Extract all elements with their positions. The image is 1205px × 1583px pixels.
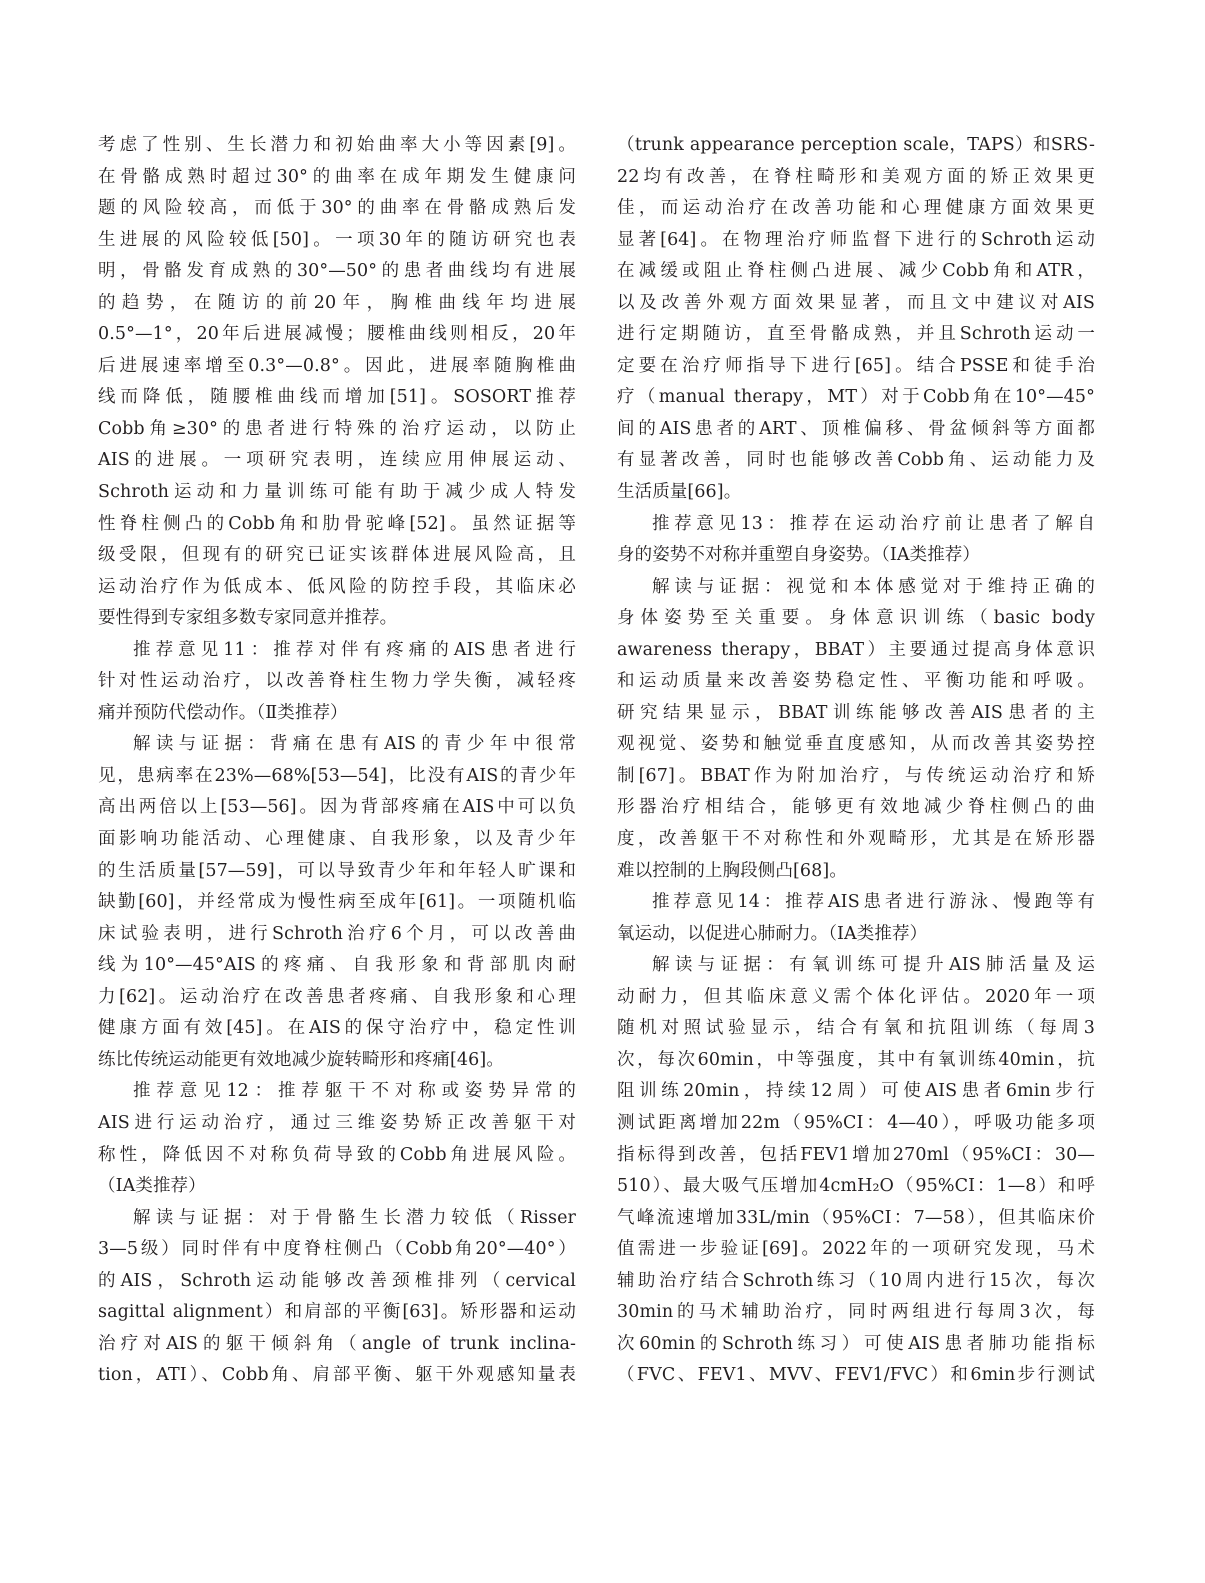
text-line: 在骨骼成熟时超过30°的曲率在成年期发生健康问 (98, 166, 576, 187)
text-line: 难以控制的上胸段侧凸[68]。 (617, 860, 847, 881)
recommendation-heading: 推荐意见11：推荐对伴有疼痛的AIS患者进行 (133, 639, 576, 660)
text-line: （ⅠA类推荐） (98, 1176, 206, 1197)
text-line: 线为10°—45°AIS的疼痛、自我形象和背部肌肉耐 (98, 955, 576, 976)
text-line: Cobb角≥30°的患者进行特殊的治疗运动，以防止 (98, 418, 576, 439)
text-line: AIS的进展。一项研究表明，连续应用伸展运动、 (98, 450, 576, 471)
text-line: 指标得到改善，包括FEV1增加270ml（95%CI：30— (617, 1144, 1095, 1165)
text-line: 随机对照试验显示，结合有氧和抗阻训练（每周3 (617, 1018, 1095, 1039)
text-line: 显著[64]。在物理治疗师监督下进行的Schroth运动 (617, 229, 1095, 250)
text-line: 值需进一步验证[69]。2022年的一项研究发现，马术 (617, 1239, 1095, 1260)
text-line: 缺勤[60]，并经常成为慢性病至成年[61]。一项随机临 (98, 892, 576, 913)
text-line: 以及改善外观方面效果显著，而且文中建议对AIS (617, 292, 1095, 313)
text-line: 级受限，但现有的研究已证实该群体进展风险高，且 (98, 545, 576, 566)
text-line: awareness therapy，BBAT）主要通过提高身体意识 (617, 639, 1095, 660)
text-line: 面影响功能活动、心理健康、自我形象，以及青少年 (98, 829, 576, 850)
text-line: 和运动质量来改善姿势稳定性、平衡功能和呼吸。 (617, 671, 1095, 692)
recommendation-heading: 推荐意见14：推荐AIS患者进行游泳、慢跑等有 (652, 892, 1095, 913)
text-line: 测试距离增加22m（95%CI：4—40），呼吸功能多项 (617, 1112, 1095, 1133)
text-line: 进行定期随访，直至骨骼成熟，并且Schroth运动一 (617, 324, 1095, 345)
text-line: 要性得到专家组多数专家同意并推荐。 (98, 608, 398, 629)
text-line: 治疗对AIS的躯干倾斜角（angle of trunk inclina- (98, 1333, 576, 1354)
text-line: 3—5级）同时伴有中度脊柱侧凸（Cobb角20°—40°） (98, 1239, 576, 1260)
evidence-paragraph-start: 解读与证据：背痛在患有AIS的青少年中很常 (133, 734, 576, 755)
text-line: 性脊柱侧凸的Cobb角和肋骨驼峰[52]。虽然证据等 (98, 513, 576, 534)
evidence-paragraph-start: 解读与证据：有氧训练可提升AIS肺活量及运 (652, 955, 1095, 976)
text-line: 次60min的Schroth练习）可使AIS患者肺功能指标 (617, 1333, 1095, 1354)
text-line: 运动治疗作为低成本、低风险的防控手段，其临床必 (98, 576, 576, 597)
text-line: 气峰流速增加33L/min（95%CI：7—58），但其临床价 (617, 1207, 1095, 1228)
text-line: 称性，降低因不对称负荷导致的Cobb角进展风险。 (98, 1144, 576, 1165)
text-line: 健康方面有效[45]。在AIS的保守治疗中，稳定性训 (98, 1018, 576, 1039)
left-text-column (98, 130, 576, 1392)
text-line: 制[67]。BBAT作为附加治疗，与传统运动治疗和矫 (617, 765, 1095, 786)
text-line: 观视觉、姿势和触觉垂直度感知，从而改善其姿势控 (617, 734, 1095, 755)
text-line: 生进展的风险较低[50]。一项30年的随访研究也表 (98, 229, 576, 250)
text-line: 练比传统运动能更有效地减少旋转畸形和疼痛[46]。 (98, 1049, 504, 1070)
text-line: 的AIS，Schroth运动能够改善颈椎排列（cervical (98, 1270, 576, 1291)
text-line: 阻训练20min，持续12周）可使AIS患者6min步行 (617, 1081, 1095, 1102)
text-line: 有显著改善，同时也能够改善Cobb角、运动能力及 (617, 450, 1095, 471)
text-line: 的生活质量[57—59]，可以导致青少年和年轻人旷课和 (98, 860, 576, 881)
text-line: 力[62]。运动治疗在改善患者疼痛、自我形象和心理 (98, 986, 576, 1007)
text-line: （trunk appearance perception scale，TAPS）和SRS- (617, 135, 1095, 155)
text-line: 度，改善躯干不对称性和外观畸形，尤其是在矫形器 (617, 829, 1095, 850)
text-line: 题的风险较高，而低于30°的曲率在骨骼成熟后发 (98, 198, 576, 219)
text-line: 在减缓或阻止脊柱侧凸进展、减少Cobb角和ATR， (617, 261, 1095, 282)
text-line: 形器治疗相结合，能够更有效地减少脊柱侧凸的曲 (617, 797, 1095, 818)
text-line: 后进展速率增至0.3°—0.8°。因此，进展率随胸椎曲 (98, 355, 576, 376)
text-line: sagittal alignment）和肩部的平衡[63]。矫形器和运动 (98, 1302, 576, 1323)
text-line: 线而降低，随腰椎曲线而增加[51]。SOSORT推荐 (98, 387, 576, 408)
right-text-column (617, 130, 1095, 1392)
text-line: 生活质量[66]。 (617, 482, 742, 503)
text-line: 佳，而运动治疗在改善功能和心理健康方面效果更 (617, 198, 1095, 219)
text-line: 氧运动，以促进心肺耐力。（ⅠA类推荐） (617, 923, 928, 944)
text-line: 定要在治疗师指导下进行[65]。结合PSSE和徒手治 (617, 355, 1095, 376)
text-line: 间的AIS患者的ART、顶椎偏移、骨盆倾斜等方面都 (617, 418, 1095, 439)
text-line: 明，骨骼发育成熟的30°—50°的患者曲线均有进展 (98, 261, 576, 282)
text-line: 针对性运动治疗，以改善脊柱生物力学失衡，减轻疼 (98, 671, 576, 692)
recommendation-heading: 推荐意见13：推荐在运动治疗前让患者了解自 (652, 513, 1095, 534)
evidence-paragraph-start: 解读与证据：视觉和本体感觉对于维持正确的 (652, 576, 1095, 597)
text-line: 身体姿势至关重要。身体意识训练（basic body (617, 608, 1095, 629)
text-line: 研究结果显示，BBAT训练能够改善AIS患者的主 (617, 702, 1095, 723)
text-line: 次，每次60min，中等强度，其中有氧训练40min，抗 (617, 1049, 1095, 1070)
text-line: 身的姿势不对称并重塑自身姿势。（ⅠA类推荐） (617, 545, 980, 566)
evidence-paragraph-start: 解读与证据：对于骨骼生长潜力较低（Risser (133, 1207, 576, 1228)
text-line: tion，ATI）、Cobb角、肩部平衡、躯干外观感知量表 (98, 1365, 576, 1386)
recommendation-heading: 推荐意见12：推荐躯干不对称或姿势异常的 (133, 1081, 576, 1102)
text-line: AIS进行运动治疗，通过三维姿势矫正改善躯干对 (98, 1112, 576, 1133)
text-line: 床试验表明，进行Schroth治疗6个月，可以改善曲 (98, 923, 576, 944)
text-line: 的趋势，在随访的前20年，胸椎曲线年均进展 (98, 292, 576, 313)
text-line: Schroth运动和力量训练可能有助于减少成人特发 (98, 482, 576, 503)
text-line: 22均有改善，在脊柱畸形和美观方面的矫正效果更 (617, 166, 1095, 187)
text-line: 动耐力，但其临床意义需个体化评估。2020年一项 (617, 986, 1095, 1007)
text-line: （FVC、FEV1、MVV、FEV1/FVC）和6min步行测试 (617, 1365, 1095, 1386)
text-line: 510）、最大吸气压增加4cmH₂O（95%CI：1—8）和呼 (617, 1176, 1095, 1197)
text-line: 疗（manual therapy，MT）对于Cobb角在10°—45° (617, 387, 1095, 408)
text-line: 0.5°—1°，20年后进展减慢；腰椎曲线则相反，20年 (98, 324, 576, 345)
text-line: 辅助治疗结合Schroth练习（10周内进行15次，每次 (617, 1270, 1095, 1291)
text-line: 痛并预防代偿动作。（Ⅱ类推荐） (98, 702, 348, 723)
text-line: 见，患病率在23%—68%[53—54]，比没有AIS的青少年 (98, 765, 576, 786)
text-line: 高出两倍以上[53—56]。因为背部疼痛在AIS中可以负 (98, 797, 576, 818)
text-line: 考虑了性别、生长潜力和初始曲率大小等因素[9]。 (98, 135, 576, 155)
text-line: 30min的马术辅助治疗，同时两组进行每周3次，每 (617, 1302, 1095, 1323)
